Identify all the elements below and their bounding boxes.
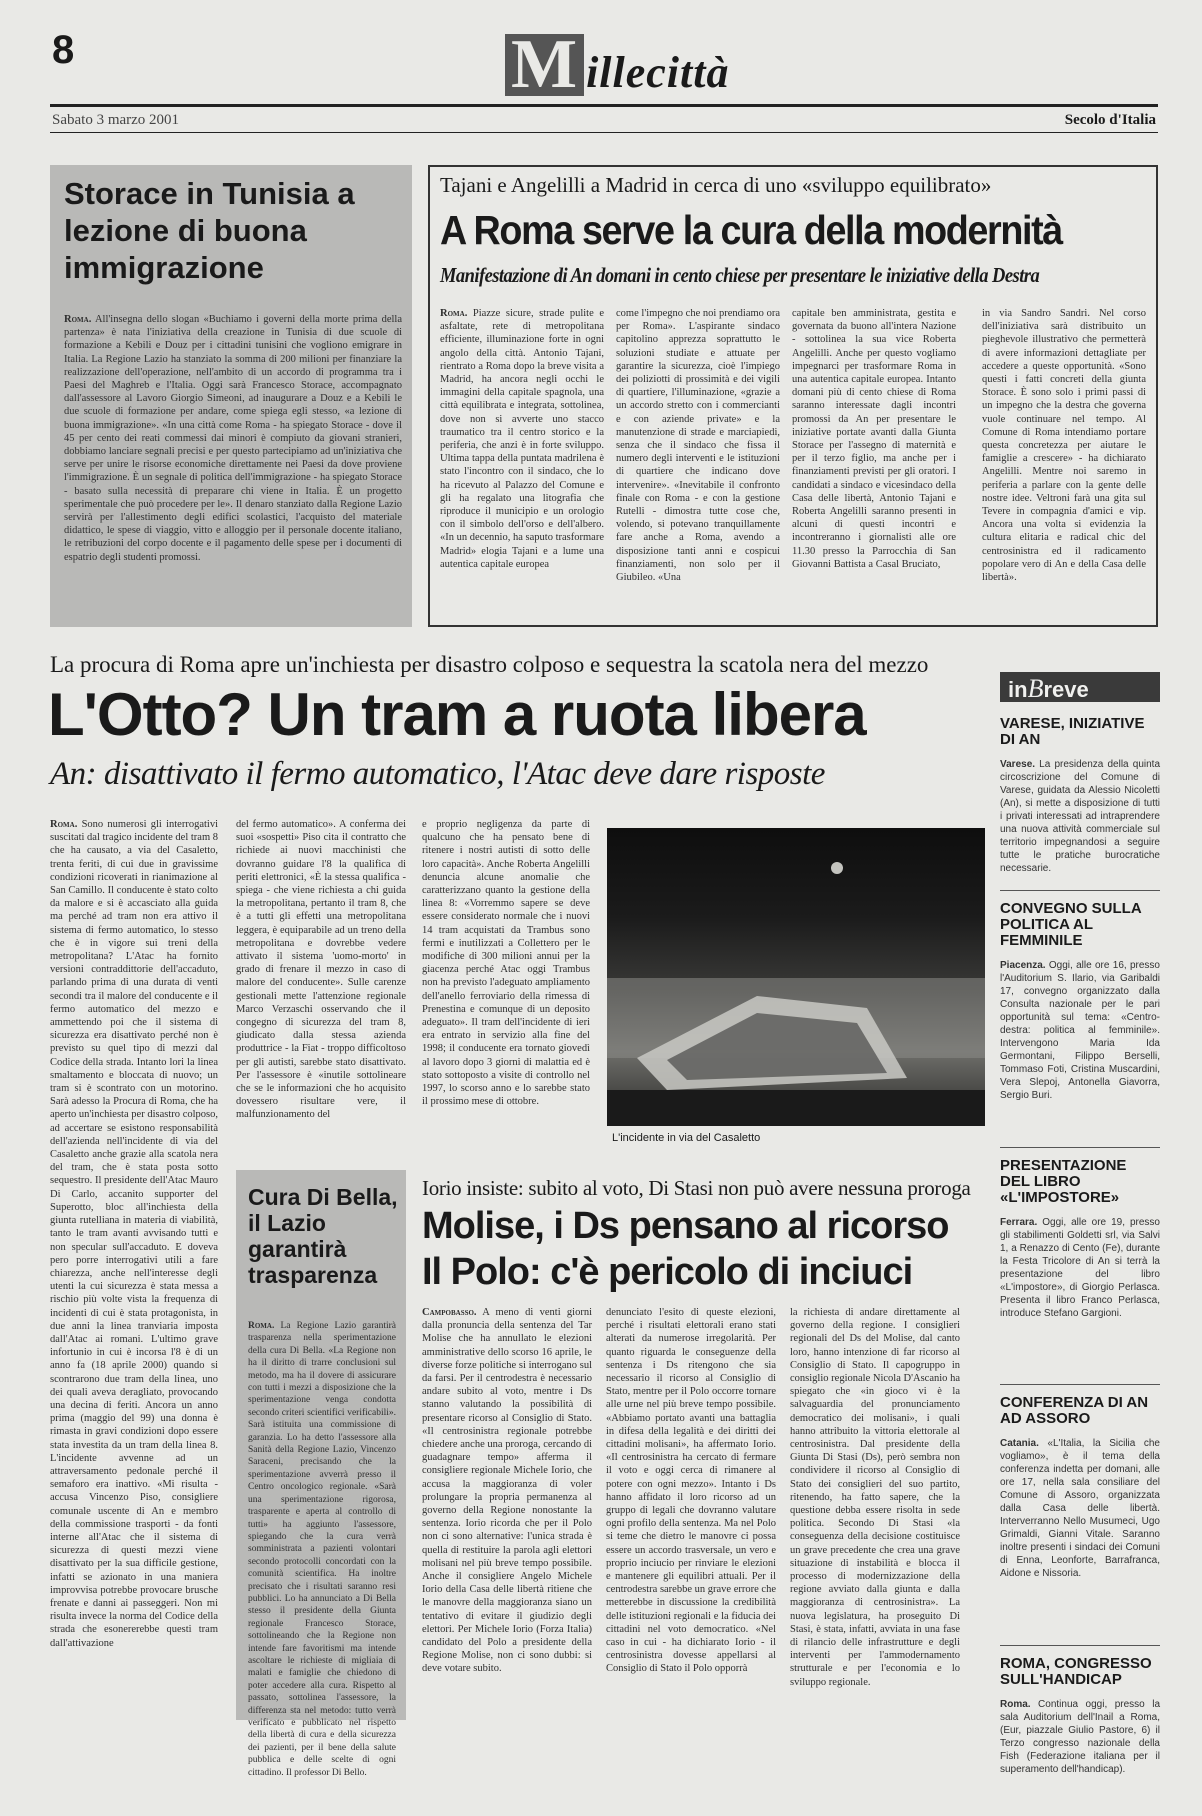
article-tram-col2: del fermo automatico». A conferma dei suoi «sospetti» Piso cita il contratto che richiede ai nuovi macchinisti che dovranno guidare l'8 la qualifica di periti elettronici, «È la stessa qualifica - spiega - che viene richiesta a chi guida la metropolitana, pertanto il tram 8, che è a tutti gli effetti una metropolitana leggera, è equiparabile ad un treno della metropolitana e dovrebbe vedere attivato il sistema 'uomo-morto' in grado di frenare il mezzo in caso di malore del conducente». Sulle carenze gestionali mette l'attenzione regionale Marco Verzaschi osservando che il congegno di sicurezza del tram 8, giudicato dalla stessa azienda produttrice - la Fiat - troppo difficoltoso per gli autisti, sarebbe stato disattivato. Per l'assessore è «inutile sottolineare che se le informazioni che ho acquisito dovessero risultare vere, il malfunzionamento del <box>236 819 406 1121</box>
masthead-initial: M <box>505 34 584 96</box>
masthead-title: illecittà <box>586 48 730 97</box>
article-madrid-kicker: Tajani e Angelilli a Madrid in cerca di uno «sviluppo equilibrato» <box>440 173 992 197</box>
article-storace-body: Roma. All'insegna dello slogan «Buchiamo i governi della morte prima della partenza» è nata l'iniziativa della creazione in Tunisia di due scuole di formazione a Kebili e Douz per i cittadini tunisini che vogliono emigrare in Italia. La Regione Lazio ha stanziato la somma di 200 milioni per finanziare la realizzazione dell'operazione, nell'ambito di un accordo di programma tra i Paesi del Maghreb e l'Italia. Oggi sarà Francesco Storace, accompagnato dall'assessore al Lavoro Giorgio Simeoni, ad inaugurare a Douz e a Kebili le due scuole di formazione per andare, come spiega egli stesso, «a lezione di buona immigrazione». «In una città come Roma - ha spiegato Storace - dove il 45 per cento dei reati commessi dai minori è compiuto da giovani stranieri, dobbiamo lanciare segnali precisi e per questo partecipiamo ad un'iniziativa che serve per unire le risorse economiche direttamente nei Paesi da dove proviene l'immigrazione. È un segnale di politica dell'immigrazione - ha spiegato Storace - basato sulla necessità di preparare chi viene in Italia. È un progetto sperimentale che può procedere per le». Il denaro stanziato dalla Regione Lazio servirà per l'allestimento degli edifici scolastici, l'acquisto del materiale didattico, le spese di viaggio, vitto e alloggio per il personale docente italiano, le retribuzioni del corpo docente e il pagamento delle spese per i documenti di espatrio degli studenti promossi. <box>64 314 402 563</box>
article-molise-title-2: Il Polo: c'è pericolo di inciuci <box>422 1251 913 1293</box>
photo-caption: L'incidente in via del Casaletto <box>612 1132 761 1144</box>
article-dibella-body: Roma. La Regione Lazio garantirà trasparenza nella sperimentazione della cura Di Bella. «La Regione non ha il diritto di trarre conclusioni sul metodo, ma ha il dovere di assicurare con tutti i mezzi a disposizione che la sperimentazione venga condotta secondo criteri scientifici verificabili». Sarà istituita una commissione di garanzia. Lo ha detto l'assessore alla Sanità della Regione Lazio, Vincenzo Saraceni, precisando che la sperimentazione avverrà presso il Centro oncologico regionale. «Sarà una sperimentazione rigorosa, trasparente e aperta al controllo di tutti» ha aggiunto l'assessore, spiegando che la cura verrà somministrata a pazienti volontari secondo protocolli concordati con la comunità scientifica. Ha inoltre precisato che i risultati saranno resi pubblici. Lo ha annunciato a Di Bella stesso il presidente della Giunta regionale Francesco Storace, sottolineando che la Regione non intende fare favoritismi ma intende ascoltare le richieste di migliaia di malati e famiglie che chiedono di poter accedere alla cura. Rispetto al passato, sottolinea l'assessore, la differenza sta nel metodo: tutto verrà verificato e pubblicato nel rispetto della libertà di cura e della sicurezza dei pazienti, per il bene della salute pubblica e delle scelte di ogni cittadino. Il professor Di Bello. <box>248 1321 396 1778</box>
brief-item <box>1000 1158 1160 1372</box>
in-breve-list <box>1000 716 1160 1816</box>
article-molise-col3: la richiesta di andare direttamente al governo della regione. I consiglieri regionali del Ds del Molise, dal canto loro, hanno intenzione di far ricorso al Consiglio di Stato. Il capogruppo in consiglio regionale Nicola D'Ascanio ha spiegato che «in gioco vi è la salvaguardia del pronunciamento democratico dei molisani», i quali hanno attribuito la vittoria elettorale al centrosinistra. Dal presidente della Giunta Di Stasi (Ds), però sembra non condividere il ricorso al Consiglio di Stato dei consiglieri del suo partito, ritenendo, ha fatto sapere, che la questione debba essere risolta in sede politica. Secondo Di Stasi «la conseguenza della decisione costituisce un grave precedente che crea una grave situazione di instabilità e blocca il processo di modernizzazione della regione avviato dalla giunta e dalla maggioranza di centrosinistra». La nuova legislatura, ha proseguito Di Stasi, è stata, infatti, avviata in una fase di rilancio delle infrastrutture e degli interventi per l'ammodernamento strutturale e per l'economia e lo sviluppo regionale. <box>790 1307 960 1688</box>
article-molise-col2: denunciato l'esito di queste elezioni, perché i risultati elettorali erano stati alterati da numerose irregolarità. Per quanto riguarda le conseguenze della sentenza i Ds ritengono che sia necessario il ricorso al Consiglio di Stato, mentre per il Polo occorre tornare alle urne nel più breve tempo possibile. «Abbiamo portato avanti una battaglia in difesa della legalità e dei diritti dei cittadini molisani», ha affermato Iorio. «Il centrosinistra ha cercato di fermare il voto e oggi cerca di rimanere al potere con ogni mezzo». Intanto i Ds hanno affidato il loro ricorso ad un gruppo di legali che dovranno valutare ogni profilo della sentenza. Ma nel Polo si teme che dietro le manovre ci possa essere un accordo trasversale, un vero e proprio inciucio per rinviare le elezioni e mantenere gli equilibri attuali. Per il centrodestra sarebbe un grave errore che metterebbe in discussione la credibilità delle istituzioni regionali e la fiducia dei cittadini nel voto democratico. «Nel caso in cui - ha dichiarato Iorio - il centrosinistra dovesse appellarsi al Consiglio di Stato il Polo opporrà <box>606 1307 776 1675</box>
brief-divider <box>1000 1147 1160 1148</box>
tram-photo-scene <box>607 828 985 1126</box>
article-madrid-col4: in via Sandro Sandri. Nel corso dell'iniziativa sarà distribuito un pieghevole illustrativo che permetterà di avere informazioni dettagliate per accedere a queste opportunità. «Sono questi i fatti concreti della giunta Storace. È sono solo i primi passi di un impegno che la destra che governa vuole continuare nel tempo. Al Comune di Roma intendiamo portare questa concretezza per aiutare le famiglie a crescere» - ha dichiarato Angelilli. Mentre noi saremo in periferia a parlare con la gente delle nostre idee. Veltroni farà una gita sul Tevere in compagnia d'amici e vip. Ancora una volta si evidenzia la cultura elitaria e radical chic del centrosinistra ed il radicamento popolare vero di An e della Casa delle libertà». <box>982 308 1146 584</box>
brief-title: ROMA, CONGRESSO SULL'HANDICAP <box>1000 1655 1152 1688</box>
brief-item <box>1000 716 1160 878</box>
page-number: 8 <box>52 28 75 72</box>
brief-item <box>1000 1395 1160 1633</box>
header-rule-thin <box>50 132 1158 133</box>
newspaper-name: Secolo d'Italia <box>1064 112 1156 128</box>
in-breve-logo: inBreve <box>1000 672 1160 702</box>
article-molise-title-1: Molise, i Ds pensano al ricorso <box>422 1205 949 1247</box>
brief-body: Varese. La presidenza della quinta circoscrizione del Comune di Varese, guidata da Alessio Nicoletti (An), si mette a disposizione di tutti i privati interessati ad intraprendere una nuova attività commerciale sul territorio impegnandosi a seguire tutte le pratiche burocratiche necessarie. <box>1000 759 1160 874</box>
article-storace-title: Storace in Tunisia a lezione di buona immigrazione <box>64 176 355 285</box>
dateline: Sabato 3 marzo 2001 <box>52 112 180 128</box>
tram-accident-photo <box>607 828 985 1126</box>
article-tram-col1: Roma. Sono numerosi gli interrogativi suscitati dal tragico incidente del tram 8 che ha causato, a via del Casaletto, trenta feriti, di cui due in gravissime condizioni ricoverati in rianimazione al San Camillo. Il conducente è stato colto da malore e si è accasciato alla guida ma perché ad tram non era attivo il sistema di fermo automatico, lo stesso che è in vigore sui treni della metropolitana? L'Atac ha fornito versioni contraddittorie dell'accaduto, parlando prima di una durata di venti secondi tra il malore del conducente e il fermo automatico del mezzo e ammettendo poi che il sistema di sicurezza era disattivato perché non è previsto su quel tipo di mezzi dal Codice della strada. Intanto lori la linea smaltamento e bloccata di nuovo; un tram si è scontrato con un motorino. Sarà adesso la Procura di Roma, che ha aperto un'inchiesta per disastro colposo, ad accertare se esistono responsabilità dell'azienda nell'incidente di via del Casaletto anche grazie alla scatola nera del tram, che è stata posta sotto sequestro. Il presidente dell'Atac Mauro Di Carlo, accanito supporter del Superotto, bloc all'inchiesta della giunta rutelliana in materia di viabilità, tanto le tram avanti avvisando tutti e non specular sull'accaduto. E doveva pero porre interrogativi utili a fare chiarezza, anche nell'interesse degli utenti la cui sicurezza è stata messa a rischio più volte vista la frequenza di incidenti di cui è stata protagonista, in due anni la linea tranviaria imposta dall'Atac ai romani. L'ultimo grave infortunio in cui è incorsa l'8 è di un anno fa (18 aprile 2000) quando si scontrarono due tram della linea, uno dei quali aveva deragliato, provocando una decina di feriti. Ancora un anno prima (maggio del 99) una donna è rimasta in gravi condizioni dopo essere stata investita da un tram della linea 8. L'incidente avvenne ad un attraversamento pedonale perché il semaforo era inattivo. «Mi risulta - accusa Vincenzo Piso, consigliere comunale uscente di An e membro della commissione trasporti - da fonti interne all'Atac che il sistema di sicurezza di questi mezzi viene disattivato per la sua difficile gestione, infatti se azionato in una maniera improvvisa potrebbe provocare brusche frenate e danni ai passeggeri. Non mi risulta invece la norma del Codice della strada che esonererebbe questi tram dall'attivazione <box>50 819 218 1649</box>
brief-item <box>1000 901 1160 1135</box>
masthead <box>505 26 730 103</box>
article-madrid-col1: Roma. Piazze sicure, strade pulite e asfaltate, rete di metropolitana efficiente, illuminazione forte in ogni angolo della città. Antonio Tajani, rientrato a Roma dopo la breve visita a Madrid, ha ancora negli occhi le immagini della capitale spagnola, una città equilibrata e integrata, sottolinea, dove non si avverte uno stacco traumatico tra il centro storico e la periferia, che anzi è in forte sviluppo. Ultima tappa della puntata madrilena è stato l'incontro con il sindaco, che lo ha ricevuto al Palazzo del Comune e gli ha regalato una litografia che riproduce il municipio e un orologio con il simbolo dell'orso e dell'albero. «In un decennio, ha saputo trasformare Madrid» elogia Tajani e a lume una autentica capitale europea <box>440 308 604 570</box>
article-tram-subtitle: An: disattivato il fermo automatico, l'Atac deve dare risposte <box>50 756 825 792</box>
article-madrid-subtitle: Manifestazione di An domani in cento chiese per presentare le iniziative della Destra <box>440 263 1040 287</box>
brief-divider <box>1000 1645 1160 1646</box>
article-molise-col1: Campobasso. A meno di venti giorni dalla pronuncia della sentenza del Tar Molise che ha annullato le elezioni amministrative dello scorso 16 aprile, le diverse forze politiche si interrogano sul da farsi. Per il centrodestra è necessario andare subito al voto, mentre i Ds stanno valutando la possibilità di presentare ricorso al Consiglio di Stato. «Il centrosinistra regionale potrebbe chiedere anche una proroga, cercando di guadagnare tempo» afferma il consigliere regionale Michele Iorio, che accusa la maggioranza di voler prolungare la propria permanenza al governo della Regione nonostante la sentenza. Iorio ricorda che per il Polo non ci sono alternative: l'unica strada è quella di restituire la parola agli elettori molisani nel più breve tempo possibile. Anche il consigliere Angelo Michele Iorio della Casa delle libertà ritiene che le manovre della maggioranza siano un tentativo di evitare il giudizio degli elettori. Per Michele Iorio (Forza Italia) candidato del Polo a presidente della Regione Molise, non ci sono dubbi: si deve votare subito. <box>422 1307 592 1675</box>
brief-body: Catania. «L'Italia, la Sicilia che vogliamo», è il tema della conferenza indetta per domani, alle ore 17, nella sala consiliare del Comune di Assoro, organizzata dalla Casa delle libertà. Interverranno Nello Musumeci, Ugo Grimaldi, Gianni Vitale. Saranno inoltre presenti i sindaci dei Comuni di Enna, Leonforte, Barrafranca, Aidone e Nissoria. <box>1000 1438 1160 1579</box>
article-tram-kicker: La procura di Roma apre un'inchiesta per disastro colposo e sequestra la scatola nera del mezzo <box>50 652 929 677</box>
article-dibella-title: Cura Di Bella, il Lazio garantirà trasparenza <box>248 1184 398 1288</box>
brief-divider <box>1000 890 1160 891</box>
article-madrid-col2: come l'impegno che noi prendiamo ora per Roma». L'aspirante sindaco capitolino apprezza soprattutto le soluzioni studiate e attuate per garantire la sicurezza, cioè l'impiego dei poliziotti di prossimità e dei vigili di quartiere, l'illuminazione, «grazie a un accordo stretto con i commercianti e con aziende private» e la manutenzione di strade e marciapiedi, senza che il sindaco che fissa il numero degli interventi e le istituzioni di quartiere che indicano dove intervenire». «Inevitabile il confronto finale con Roma - e con la gestione Rutelli - dimostra tutte cose che, volendo, si potevano tranquillamente fare anche a Roma, avendo a disposizione tanti anni e cospicui finanziamenti, non solo per il Giubileo. «Una <box>616 308 780 584</box>
article-storace <box>50 165 412 627</box>
header-rule <box>50 104 1158 107</box>
brief-title: PRESENTAZIONE DEL LIBRO «L'IMPOSTORE» <box>1000 1157 1127 1206</box>
article-dibella <box>236 1170 406 1778</box>
brief-title: CONFERENZA DI AN AD ASSORO <box>1000 1394 1149 1427</box>
brief-item <box>1000 1656 1160 1816</box>
brief-body: Ferrara. Oggi, alle ore 19, presso gli stabilimenti Goldetti srl, via Salvi 1, a Renazzo di Cento (Fe), durante la Festa Tricolore di An si terrà la presentazione del libro «L'impostore», di Giorgio Perlasca. Presenta il libro Franco Perlasca, introduce Stefano Gargioni. <box>1000 1217 1160 1319</box>
brief-title: CONVEGNO SULLA POLITICA AL FEMMINILE <box>1000 900 1142 949</box>
article-madrid-col3: capitale ben amministrata, gestita e governata da buono all'intera Nazione - sottolinea la sua vice Roberta Angelilli. Anche per questo vogliamo impegnarci per trasformare Roma in una autentica capitale europea. Intanto domani più di cento chiese di Roma saranno interessate dagli incontri promossi da An per presentare le iniziative portate avanti dalla Giunta Storace per l'assegno di maternità e per il terzo figlio, ma anche per i finanziamenti previsti per gli oratori. I candidati a sindaco e vicesindaco della Casa delle libertà, Antonio Tajani e Roberta Angelilli saranno presenti in alcuni di questi incontri e incontreranno i giornalisti alle ore 11.30 presso la Parrocchia di San Giovanni Battista a Casal Bruciato, <box>792 308 956 570</box>
brief-divider <box>1000 1384 1160 1385</box>
article-molise-kicker: Iorio insiste: subito al voto, Di Stasi non può avere nessuna proroga <box>422 1176 971 1200</box>
article-madrid <box>428 165 1158 627</box>
brief-body: Piacenza. Oggi, alle ore 16, presso l'Auditorium S. Ilario, via Garibaldi 17, convegno organizzato dalla Consulta nazionale per le pari opportunità sul tema: «Centro-destra: politica al femminile». Intervengono Maria Ida Germontani, Filippo Berselli, Tommaso Foti, Cristina Muscardini, Vera Slepoj, Antonella Giavorra, Sergio Buri. <box>1000 960 1160 1101</box>
brief-body: Roma. Continua oggi, presso la sala Auditorium dell'Inail a Roma, (Eur, piazzale Giulio Pastore, 6) il Terzo congresso nazionale della Fish (Federazione italiana per il superamento dell'handicap). <box>1000 1699 1160 1775</box>
article-madrid-title: A Roma serve la cura della modernità <box>440 207 1062 253</box>
article-tram-title: L'Otto? Un tram a ruota libera <box>48 681 866 748</box>
article-tram-col3: e proprio negligenza da parte di qualcuno che ha pensato bene di ritenere i nostri autisti di sotto delle loro capacità». Anche Roberta Angelilli denuncia alcune anomalie che caratterizzano quanto la gestione della linea 8: «Vorremmo sapere se deve essere considerato normale che i nuovi 14 tram acquistati da Trambus sono fermi e inutilizzati a Collettero per le modifiche di 300 milioni annui per la giacenza perché Atac oggi Trambus non ha previsto l'adeguato ampliamento dell'anello ferroviario della rimessa di Prenestina e comunque di un deposito adeguato». Il tram dell'incidente di ieri era entrato in servizio alla fine del 1998; il conducente era tornato giovedì al lavoro dopo 3 giorni di malattia ed è stato sottoposto a visite di controllo nel 1997, lo scorso anno e lo sarebbe stato il prossimo mese di ottobre. <box>422 819 590 1108</box>
brief-title: VARESE, INIZIATIVE DI AN <box>1000 715 1145 748</box>
